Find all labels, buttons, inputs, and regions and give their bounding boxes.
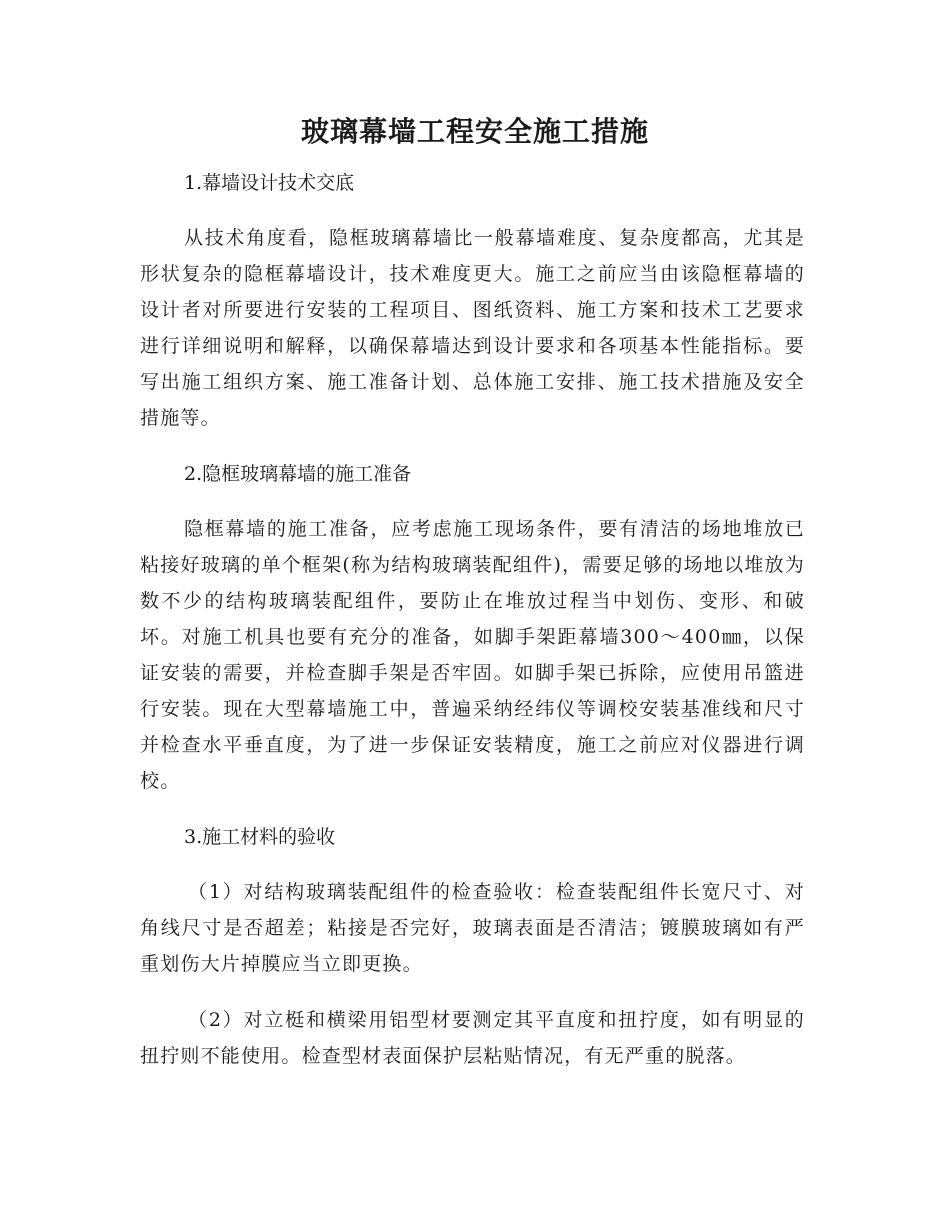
section-heading-3: 3.施工材料的验收 — [184, 826, 336, 848]
section-heading-2: 2.隐框玻璃幕墙的施工准备 — [184, 463, 412, 485]
section-2-paragraph-1: 隐框幕墙的施工准备，应考虑施工现场条件，要有清洁的场地堆放已粘接好玻璃的单个框架(称为结构玻璃装配组件)，需要足够的场地以堆放为数不少的结构玻璃装配组件，要防止在堆放过程当中划伤、变形、和破坏。对施工机具也要有充分的准备，如脚手架距幕墙300～400㎜，以保证安装的需要，并检查脚手架是否牢固。如脚手架已拆除，应使用吊篮进行安装。现在大型幕墙施工中，普遍采纳经纬仪等调校安装基准线和尺寸并检查水平垂直度，为了进一步保证安装精度，施工之前应对仪器进行调校。 — [140, 518, 805, 792]
section-3-paragraph-1: （1）对结构玻璃装配组件的检查验收：检查装配组件长宽尺寸、对角线尺寸是否超差；粘接是否完好，玻璃表面是否清洁；镀膜玻璃如有严重划伤大片掉膜应当立即更换。 — [140, 881, 805, 975]
document-body — [140, 165, 805, 1094]
document-title: 玻璃幕墙工程安全施工措施 — [300, 115, 649, 148]
section-heading-1: 1.幕墙设计技术交底 — [184, 172, 355, 194]
section-3-paragraph-2: （2）对立梃和横梁用铝型材要测定其平直度和扭拧度，如有明显的扭拧则不能使用。检查型材表面保护层粘贴情况，有无严重的脱落。 — [140, 1009, 805, 1067]
section-1-paragraph-1: 从技术角度看，隐框玻璃幕墙比一般幕墙难度、复杂度都高，尤其是形状复杂的隐框幕墙设计，技术难度更大。施工之前应当由该隐框幕墙的设计者对所要进行安装的工程项目、图纸资料、施工方案和技术工艺要求进行详细说明和解释，以确保幕墙达到设计要求和各项基本性能指标。要写出施工组织方案、施工准备计划、总体施工安排、施工技术措施及安全措施等。 — [140, 227, 805, 429]
